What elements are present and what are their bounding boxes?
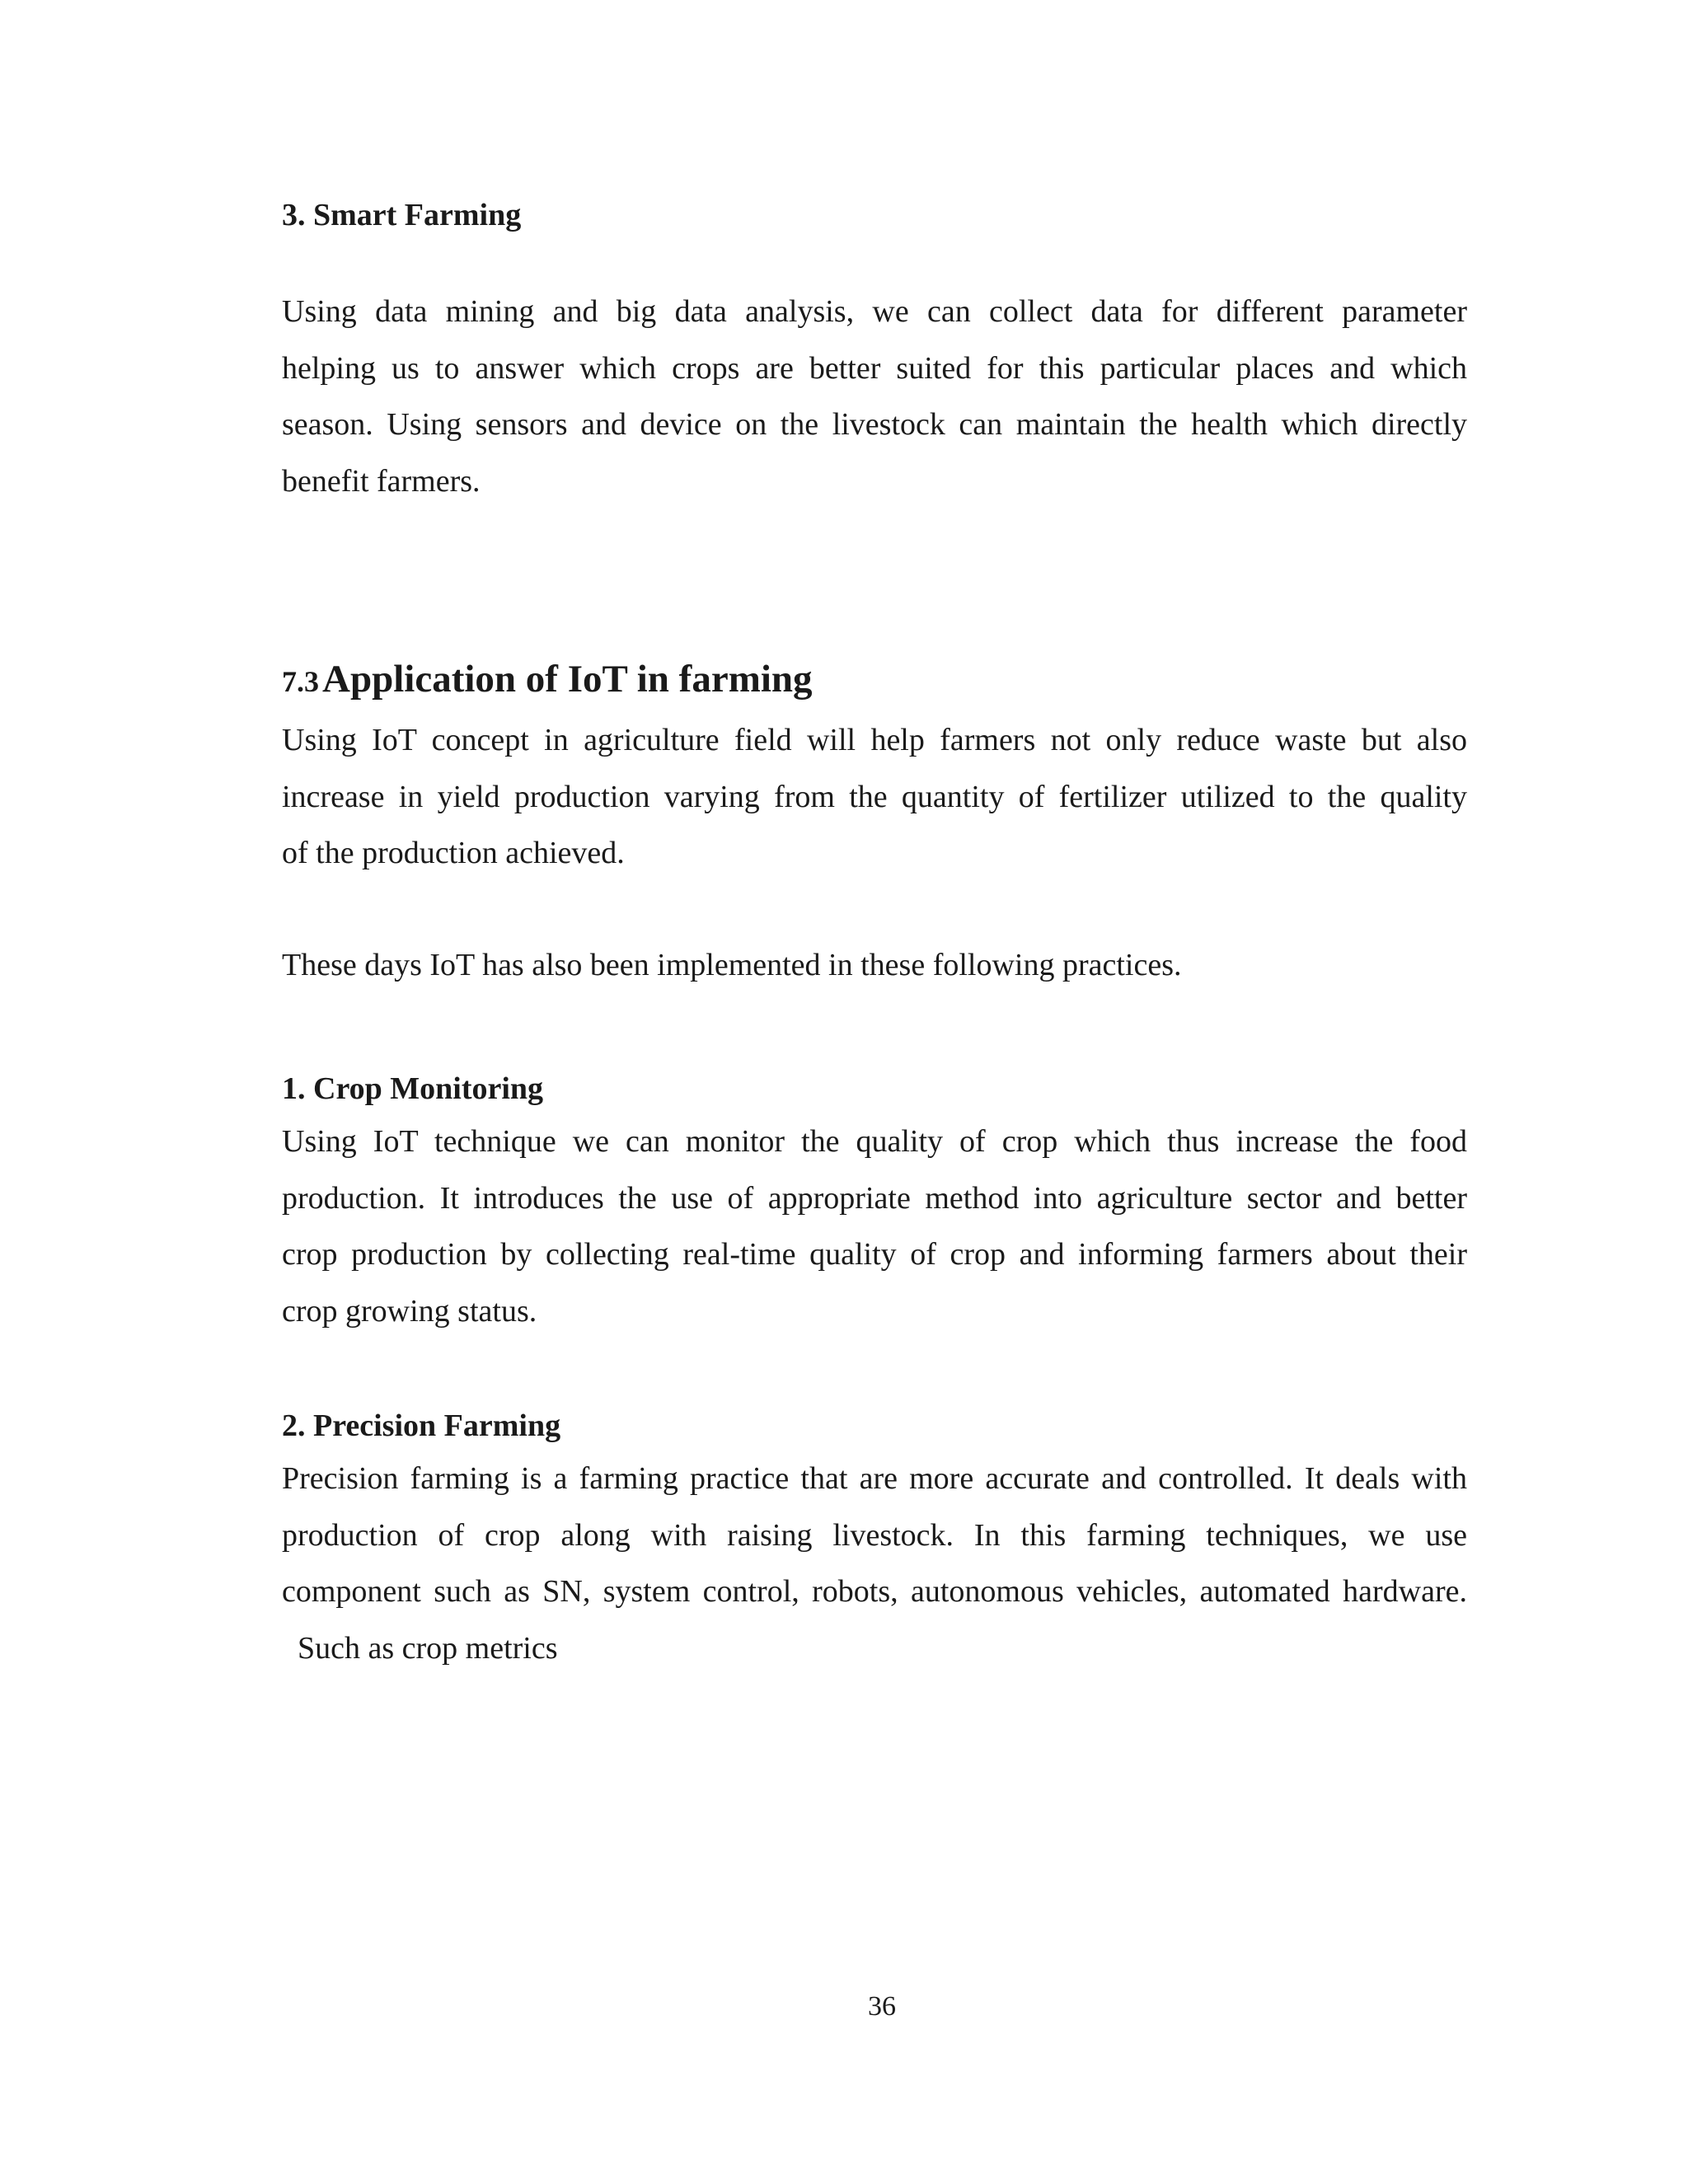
paragraph-line: Such as crop metrics bbox=[282, 1630, 558, 1666]
smart-farming-section bbox=[282, 196, 1467, 234]
paragraph-line: benefit farmers. bbox=[282, 463, 481, 499]
page-number: 36 bbox=[868, 1991, 896, 2022]
paragraph-line: These days IoT has also been implemented in these following practices. bbox=[282, 948, 1182, 982]
smart-farming-heading: 3. Smart Farming bbox=[282, 198, 522, 232]
practices-paragraph bbox=[282, 937, 1467, 994]
crop-monitoring-section bbox=[282, 1070, 1467, 1108]
paragraph-line: Using data mining and big data analysis, we can collect data for different parameter bbox=[282, 294, 1467, 329]
paragraph-line: Using IoT concept in agriculture field will help farmers not only reduce waste but also bbox=[282, 723, 1467, 757]
paragraph-line: Precision farming is a farming practice that are more accurate and controlled. It deals with bbox=[282, 1461, 1467, 1496]
precision-farming-paragraph bbox=[282, 1451, 1467, 1676]
crop-monitoring-heading: 1. Crop Monitoring bbox=[282, 1071, 544, 1106]
paragraph-line: Using IoT technique we can monitor the quality of crop which thus increase the food bbox=[282, 1124, 1467, 1159]
precision-farming-section bbox=[282, 1407, 1467, 1445]
paragraph-line: of the production achieved. bbox=[282, 836, 625, 870]
crop-monitoring-paragraph bbox=[282, 1113, 1467, 1339]
paragraph-line: component such as SN, system control, robots, autonomous vehicles, automated hardware. bbox=[282, 1574, 1467, 1609]
paragraph-line: production. It introduces the use of appropriate method into agriculture sector and better bbox=[282, 1180, 1467, 1216]
section-number: 7.3 bbox=[282, 665, 319, 698]
precision-farming-heading: 2. Precision Farming bbox=[282, 1408, 561, 1443]
paragraph-line: increase in yield production varying from the quantity of fertilizer utilized to the quality bbox=[282, 779, 1467, 814]
section-title bbox=[282, 654, 1467, 713]
paragraph-line: helping us to answer which crops are better suited for this particular places and which bbox=[282, 350, 1467, 386]
section-heading-block bbox=[282, 654, 1467, 713]
paragraph-line: crop growing status. bbox=[282, 1293, 537, 1329]
paragraph-line: crop production by collecting real-time quality of crop and informing farmers about their bbox=[282, 1237, 1467, 1272]
paragraph-line: production of crop along with raising livestock. In this farming techniques, we use bbox=[282, 1517, 1467, 1553]
section-title-text: Application of IoT in farming bbox=[322, 658, 813, 701]
smart-farming-paragraph bbox=[282, 284, 1467, 509]
section-intro-paragraph bbox=[282, 712, 1467, 882]
paragraph-line: season. Using sensors and device on the livestock can maintain the health which directly bbox=[282, 407, 1467, 442]
